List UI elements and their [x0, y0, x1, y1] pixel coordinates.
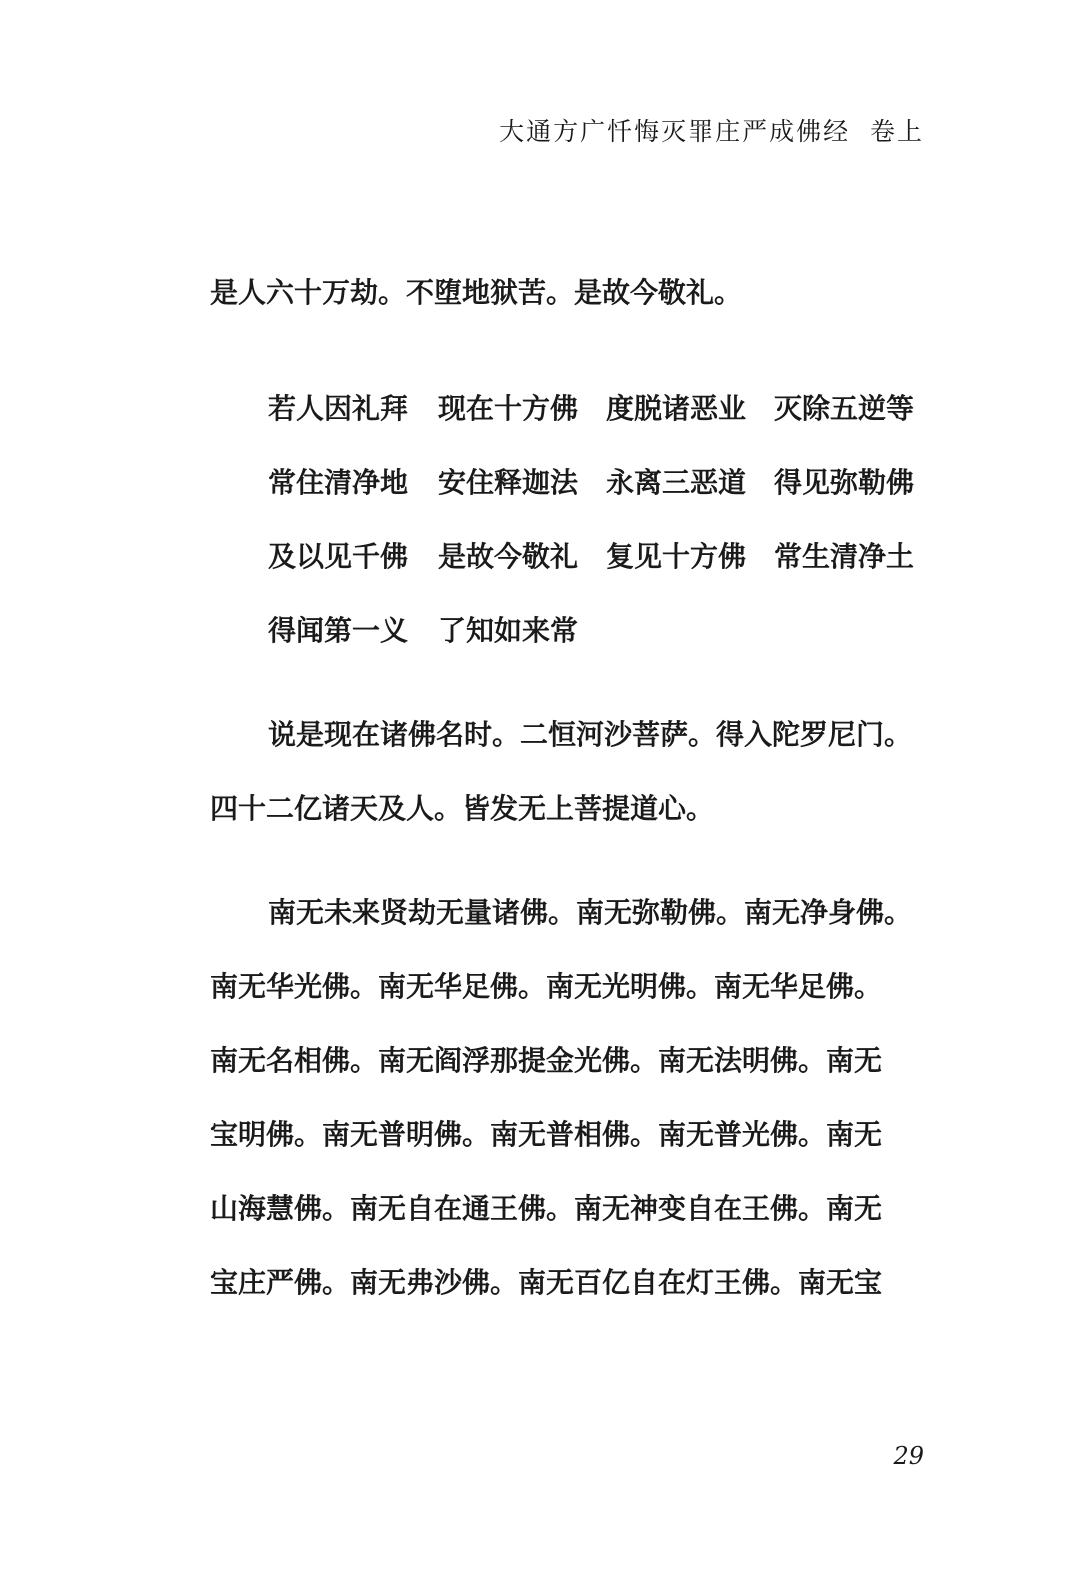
header-volume: 卷上: [869, 117, 924, 146]
verse-phrase: 度脱诸恶业: [606, 392, 747, 425]
verse-phrase: 及以见千佛: [268, 540, 409, 573]
paragraph-1-line-1: 是人六十万劫。不堕地狱苦。是故今敬礼。: [210, 276, 743, 309]
verse-phrase: 得闻第一义: [268, 614, 409, 647]
verse-phrase: 灭除五逆等: [774, 392, 915, 425]
verse-phrase: 了知如来常: [438, 614, 579, 647]
paragraph-3-line-5: 山海慧佛。南无自在通王佛。南无神变自在王佛。南无: [210, 1192, 883, 1225]
verse-phrase: 复见十方佛: [606, 540, 747, 573]
paragraph-2-line-1: 说是现在诸佛名时。二恒河沙菩萨。得入陀罗尼门。: [268, 718, 913, 751]
paragraph-3-line-3: 南无名相佛。南无阎浮那提金光佛。南无法明佛。南无: [210, 1044, 883, 1077]
verse-phrase: 得见弥勒佛: [774, 466, 915, 499]
verse-phrase: 永离三恶道: [606, 466, 747, 499]
paragraph-3-line-6: 宝庄严佛。南无弗沙佛。南无百亿自在灯王佛。南无宝: [210, 1266, 883, 1299]
header-title: 大通方广忏悔灭罪庄严成佛经: [499, 117, 851, 146]
header-gap: [850, 117, 870, 146]
page-number: 29: [893, 1442, 924, 1470]
verse-phrase: 常住清净地: [268, 466, 409, 499]
paragraph-3-line-2: 南无华光佛。南无华足佛。南无光明佛。南无华足佛。: [210, 970, 883, 1003]
verse-phrase: 安住释迦法: [438, 466, 579, 499]
paragraph-3-line-4: 宝明佛。南无普明佛。南无普相佛。南无普光佛。南无: [210, 1118, 883, 1151]
paragraph-2-line-2: 四十二亿诸天及人。皆发无上菩提道心。: [210, 792, 715, 825]
running-header: [499, 112, 924, 148]
verse-phrase: 常生清净土: [774, 540, 915, 573]
verse-phrase: 是故今敬礼: [438, 540, 579, 573]
paragraph-3-line-1: 南无未来贤劫无量诸佛。南无弥勒佛。南无净身佛。: [268, 896, 913, 929]
verse-phrase: 若人因礼拜: [268, 392, 409, 425]
verse-phrase: 现在十方佛: [438, 392, 579, 425]
